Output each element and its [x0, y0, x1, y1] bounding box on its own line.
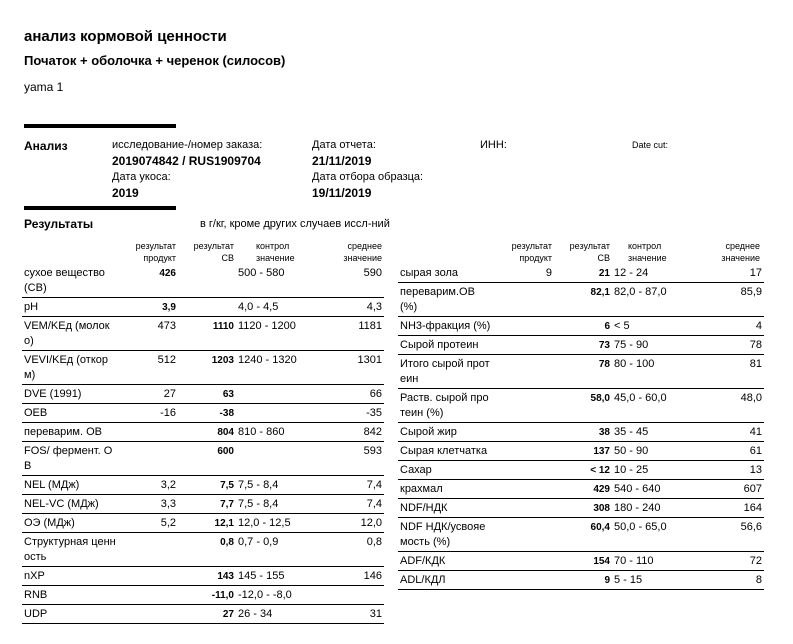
- dm-value: 308: [554, 499, 612, 518]
- dm-value: 63: [178, 385, 236, 404]
- product-value: 3,3: [118, 495, 178, 514]
- product-value: [494, 283, 554, 317]
- dm-value: 73: [554, 336, 612, 355]
- product-value: [494, 480, 554, 499]
- parameter-name: NH3-фракция (%): [398, 317, 494, 336]
- average-value: 13: [692, 461, 764, 480]
- control-range: 12 - 24: [612, 264, 692, 283]
- results-table-left: [22, 264, 384, 624]
- table-row: [22, 586, 384, 605]
- dm-value: 143: [178, 567, 236, 586]
- control-range: 0,7 - 0,9: [236, 533, 316, 567]
- control-range: 145 - 155: [236, 567, 316, 586]
- product-value: [494, 336, 554, 355]
- control-range: 180 - 240: [612, 499, 692, 518]
- control-range: 10 - 25: [612, 461, 692, 480]
- right-header-product: результат продукт: [511, 241, 552, 263]
- control-range: 5 - 15: [612, 571, 692, 590]
- average-value: 146: [316, 567, 384, 586]
- section-rule-results: [24, 206, 176, 210]
- dm-value: 7,5: [178, 476, 236, 495]
- parameter-name: RNB: [22, 586, 118, 605]
- parameter-name: крахмал: [398, 480, 494, 499]
- product-value: 473: [118, 317, 178, 351]
- product-value: [494, 518, 554, 552]
- average-value: 81: [692, 355, 764, 389]
- parameter-name: OEB: [22, 404, 118, 423]
- table-row: [398, 442, 764, 461]
- table-row: [22, 442, 384, 476]
- table-row: [398, 389, 764, 423]
- control-range: 1120 - 1200: [236, 317, 316, 351]
- table-row: [398, 552, 764, 571]
- product-value: 512: [118, 351, 178, 385]
- table-row: [22, 476, 384, 495]
- product-value: [494, 355, 554, 389]
- control-range: < 5: [612, 317, 692, 336]
- average-value: 7,4: [316, 495, 384, 514]
- table-row: [22, 423, 384, 442]
- product-value: 3,9: [118, 298, 178, 317]
- average-value: 72: [692, 552, 764, 571]
- dm-value: 1110: [178, 317, 236, 351]
- section-rule-analysis: [24, 124, 176, 128]
- control-range: 75 - 90: [612, 336, 692, 355]
- average-value: 593: [316, 442, 384, 476]
- control-range: 7,5 - 8,4: [236, 476, 316, 495]
- control-range: 35 - 45: [612, 423, 692, 442]
- product-value: [494, 423, 554, 442]
- table-row: [398, 264, 764, 283]
- average-value: 7,4: [316, 476, 384, 495]
- table-row: [22, 533, 384, 567]
- dm-value: 804: [178, 423, 236, 442]
- dm-value: 6: [554, 317, 612, 336]
- product-value: [494, 499, 554, 518]
- dm-value: 82,1: [554, 283, 612, 317]
- product-value: [118, 567, 178, 586]
- average-value: 0,8: [316, 533, 384, 567]
- control-range: 810 - 860: [236, 423, 316, 442]
- average-value: 66: [316, 385, 384, 404]
- parameter-name: UDP: [22, 605, 118, 624]
- parameter-name: Сахар: [398, 461, 494, 480]
- product-value: [118, 605, 178, 624]
- product-value: -16: [118, 404, 178, 423]
- product-value: [494, 317, 554, 336]
- parameter-name: Сырая клетчатка: [398, 442, 494, 461]
- product-value: [494, 552, 554, 571]
- table-row: [22, 567, 384, 586]
- table-row: [398, 571, 764, 590]
- average-value: 4,3: [316, 298, 384, 317]
- control-range: 45,0 - 60,0: [612, 389, 692, 423]
- average-value: 607: [692, 480, 764, 499]
- report-title: анализ кормовой ценности: [24, 28, 227, 45]
- dm-value: -38: [178, 404, 236, 423]
- right-header-average: среднее значение: [721, 241, 760, 263]
- control-range: 82,0 - 87,0: [612, 283, 692, 317]
- left-header-dm: результат СВ: [193, 241, 234, 263]
- control-range: 1240 - 1320: [236, 351, 316, 385]
- dm-value: 27: [178, 605, 236, 624]
- average-value: 842: [316, 423, 384, 442]
- parameter-name: pH: [22, 298, 118, 317]
- dm-value: [178, 298, 236, 317]
- parameter-name: NDF НДК/усвояемость (%): [398, 518, 494, 552]
- control-range: 50 - 90: [612, 442, 692, 461]
- parameter-name: VEM/KEд (молоко): [22, 317, 118, 351]
- average-value: 31: [316, 605, 384, 624]
- results-section-label: Результаты: [24, 217, 94, 231]
- table-row: [22, 605, 384, 624]
- product-value: [494, 389, 554, 423]
- parameter-name: NDF/НДК: [398, 499, 494, 518]
- average-value: 1301: [316, 351, 384, 385]
- average-value: 41: [692, 423, 764, 442]
- parameter-name: Структурная ценность: [22, 533, 118, 567]
- parameter-name: Сырой протеин: [398, 336, 494, 355]
- control-range: 50,0 - 65,0: [612, 518, 692, 552]
- table-row: [398, 355, 764, 389]
- units-note: в г/кг, кроме других случаев иссл-ний: [200, 218, 390, 230]
- parameter-name: Раств. сырой протеин (%): [398, 389, 494, 423]
- average-value: 164: [692, 499, 764, 518]
- average-value: 78: [692, 336, 764, 355]
- left-header-average: среднее значение: [343, 241, 382, 263]
- average-value: 48,0: [692, 389, 764, 423]
- control-range: 70 - 110: [612, 552, 692, 571]
- sampling-date-value: 19/11/2019: [312, 186, 372, 200]
- average-value: 61: [692, 442, 764, 461]
- harvest-date-value: 2019: [112, 186, 139, 200]
- dm-value: 60,4: [554, 518, 612, 552]
- product-value: 9: [494, 264, 554, 283]
- table-row: [398, 518, 764, 552]
- analysis-section-label: Анализ: [24, 139, 68, 153]
- order-number-value: 2019074842 / RUS1909704: [112, 154, 261, 168]
- product-value: [494, 442, 554, 461]
- dm-value: 0,8: [178, 533, 236, 567]
- average-value: 17: [692, 264, 764, 283]
- control-range: 12,0 - 12,5: [236, 514, 316, 533]
- dm-value: 154: [554, 552, 612, 571]
- order-number-label: исследование-/номер заказа:: [112, 139, 263, 151]
- inn-label: ИНН:: [480, 139, 507, 151]
- control-range: 500 - 580: [236, 264, 316, 298]
- report-date-value: 21/11/2019: [312, 154, 372, 168]
- table-row: [22, 264, 384, 298]
- control-range: 540 - 640: [612, 480, 692, 499]
- dm-value: 600: [178, 442, 236, 476]
- sample-name: yama 1: [24, 80, 64, 94]
- dm-value: -11,0: [178, 586, 236, 605]
- parameter-name: NEL-VC (МДж): [22, 495, 118, 514]
- parameter-name: NEL (МДж): [22, 476, 118, 495]
- product-value: [494, 571, 554, 590]
- table-row: [22, 351, 384, 385]
- right-header-dm: результат СВ: [569, 241, 610, 263]
- average-value: 590: [316, 264, 384, 298]
- parameter-name: ОЭ (МДж): [22, 514, 118, 533]
- parameter-name: Сырой жир: [398, 423, 494, 442]
- sampling-date-label: Дата отбора образца:: [312, 171, 424, 183]
- table-row: [22, 404, 384, 423]
- table-row: [398, 336, 764, 355]
- parameter-name: переварим.ОВ (%): [398, 283, 494, 317]
- date-cut-label: Date cut:: [632, 140, 669, 150]
- average-value: 8: [692, 571, 764, 590]
- left-header-product: результат продукт: [135, 241, 176, 263]
- dm-value: 429: [554, 480, 612, 499]
- control-range: 4,0 - 4,5: [236, 298, 316, 317]
- control-range: [236, 385, 316, 404]
- control-range: [236, 404, 316, 423]
- product-value: [118, 423, 178, 442]
- control-range: -12,0 - -8,0: [236, 586, 316, 605]
- table-row: [398, 499, 764, 518]
- dm-value: 12,1: [178, 514, 236, 533]
- dm-value: < 12: [554, 461, 612, 480]
- dm-value: 137: [554, 442, 612, 461]
- dm-value: 7,7: [178, 495, 236, 514]
- average-value: 4: [692, 317, 764, 336]
- left-header-control: контрол значение: [256, 241, 295, 263]
- product-value: [118, 533, 178, 567]
- control-range: 80 - 100: [612, 355, 692, 389]
- parameter-name: FOS/ фермент. ОВ: [22, 442, 118, 476]
- average-value: 85,9: [692, 283, 764, 317]
- dm-value: 1203: [178, 351, 236, 385]
- right-header-control: контрол значение: [628, 241, 667, 263]
- average-value: -35: [316, 404, 384, 423]
- dm-value: 38: [554, 423, 612, 442]
- parameter-name: сырая зола: [398, 264, 494, 283]
- table-row: [22, 495, 384, 514]
- dm-value: [178, 264, 236, 298]
- results-table-right: [398, 264, 764, 590]
- table-row: [398, 317, 764, 336]
- table-row: [22, 385, 384, 404]
- dm-value: 9: [554, 571, 612, 590]
- parameter-name: nXP: [22, 567, 118, 586]
- table-row: [398, 423, 764, 442]
- product-value: 3,2: [118, 476, 178, 495]
- table-row: [398, 461, 764, 480]
- dm-value: 58,0: [554, 389, 612, 423]
- product-value: 426: [118, 264, 178, 298]
- average-value: 12,0: [316, 514, 384, 533]
- parameter-name: DVE (1991): [22, 385, 118, 404]
- product-value: 5,2: [118, 514, 178, 533]
- report-date-label: Дата отчета:: [312, 139, 376, 151]
- table-row: [398, 283, 764, 317]
- product-value: [118, 442, 178, 476]
- product-value: 27: [118, 385, 178, 404]
- parameter-name: Итого сырой протеин: [398, 355, 494, 389]
- table-row: [398, 480, 764, 499]
- control-range: [236, 442, 316, 476]
- table-row: [22, 514, 384, 533]
- dm-value: 21: [554, 264, 612, 283]
- parameter-name: VEVI/KEд (откорм): [22, 351, 118, 385]
- average-value: 1181: [316, 317, 384, 351]
- table-row: [22, 298, 384, 317]
- product-value: [494, 461, 554, 480]
- parameter-name: ADF/КДК: [398, 552, 494, 571]
- parameter-name: переварим. ОВ: [22, 423, 118, 442]
- average-value: 56,6: [692, 518, 764, 552]
- average-value: [316, 586, 384, 605]
- control-range: 26 - 34: [236, 605, 316, 624]
- parameter-name: сухое вещество (СВ): [22, 264, 118, 298]
- parameter-name: ADL/КДЛ: [398, 571, 494, 590]
- control-range: 7,5 - 8,4: [236, 495, 316, 514]
- table-row: [22, 317, 384, 351]
- dm-value: 78: [554, 355, 612, 389]
- feed-type-subtitle: Початок + оболочка + черенок (силосов): [24, 53, 286, 68]
- harvest-date-label: Дата укоса:: [112, 171, 171, 183]
- product-value: [118, 586, 178, 605]
